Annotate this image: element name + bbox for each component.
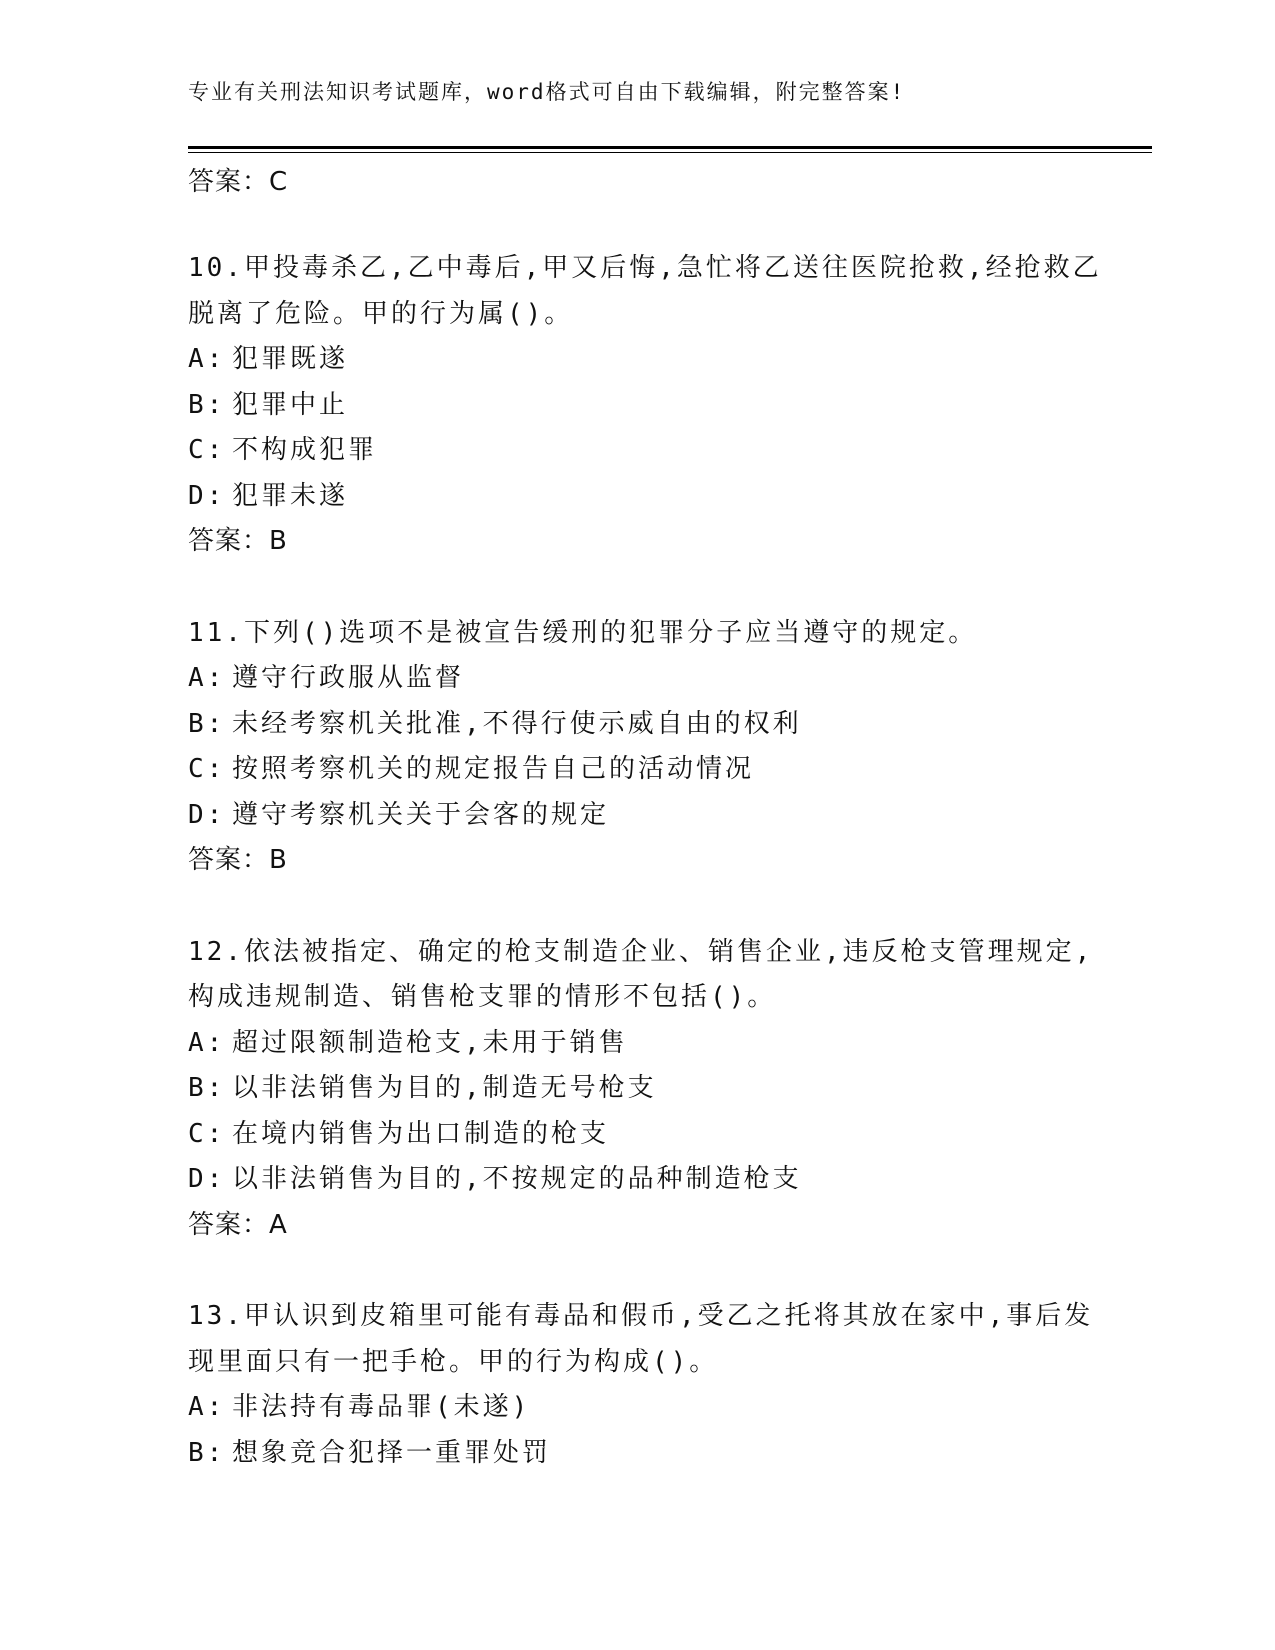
answer-option <box>188 383 1088 429</box>
header-rule-thick <box>188 146 1152 149</box>
option-letter: C: <box>188 1118 226 1149</box>
question-stem-line: 13.甲认识到皮箱里可能有毒品和假币,受乙之托将其放在家中,事后发 <box>188 1301 1094 1331</box>
answer-option <box>188 428 1088 474</box>
answer-line: 答案：C <box>188 167 289 197</box>
question-block <box>188 246 1102 565</box>
option-text: 未经考察机关批准,不得行使示威自由的权利 <box>232 708 802 739</box>
option-letter: D: <box>188 480 226 511</box>
question-stem-line: 10.甲投毒杀乙,乙中毒后,甲又后悔,急忙将乙送往医院抢救,经抢救乙 <box>188 253 1102 283</box>
option-letter: D: <box>188 1164 226 1194</box>
question-stem-line: 构成违规制造、销售枪支罪的情形不包括()。 <box>188 982 777 1012</box>
option-text: 犯罪中止 <box>232 389 349 420</box>
answer-option <box>188 337 1088 383</box>
option-letter: B: <box>188 389 226 420</box>
answer-line: 答案：B <box>188 526 288 556</box>
option-text: 犯罪未遂 <box>232 480 349 511</box>
option-letter: C: <box>188 754 226 784</box>
option-text: 按照考察机关的规定报告自己的活动情况 <box>232 754 755 784</box>
answer-line: 答案：B <box>188 845 288 875</box>
option-text: 非法持有毒品罪(未遂) <box>232 1392 531 1422</box>
header-rule-thin <box>188 152 1152 153</box>
answer-option <box>188 656 1088 702</box>
option-letter: D: <box>188 799 226 830</box>
question-block <box>188 611 1088 884</box>
page-header: 专业有关刑法知识考试题库，word格式可自由下载编辑，附完整答案! <box>188 80 906 104</box>
option-letter: A: <box>188 344 226 374</box>
option-letter: A: <box>188 663 226 693</box>
option-text: 超过限额制造枪支,未用于销售 <box>232 1027 628 1058</box>
option-letter: B: <box>188 1437 226 1468</box>
answer-option <box>188 747 1088 793</box>
question-stem-line: 12.依法被指定、确定的枪支制造企业、销售企业,违反枪支管理规定, <box>188 936 1094 967</box>
question-block <box>188 1294 1094 1476</box>
question-stem-line: 11.下列()选项不是被宣告缓刑的犯罪分子应当遵守的规定。 <box>188 617 978 648</box>
option-letter: A: <box>188 1392 226 1422</box>
option-text: 想象竞合犯择一重罪处罚 <box>232 1437 552 1468</box>
answer-line: 答案：A <box>188 1209 288 1240</box>
answer-option <box>188 1112 1088 1158</box>
question-stem-line: 现里面只有一把手枪。甲的行为构成()。 <box>188 1346 719 1377</box>
option-text: 以非法销售为目的,制造无号枪支 <box>232 1073 657 1103</box>
answer-option <box>188 1385 1088 1431</box>
option-text: 在境内销售为出口制造的枪支 <box>232 1118 610 1149</box>
option-text: 以非法销售为目的,不按规定的品种制造枪支 <box>232 1164 802 1194</box>
option-letter: A: <box>188 1027 226 1058</box>
question-block <box>188 930 1094 1249</box>
answer-option <box>188 1066 1088 1112</box>
answer-option <box>188 1021 1088 1067</box>
answer-option <box>188 1431 1088 1477</box>
question-list <box>188 246 1102 1522</box>
option-letter: C: <box>188 435 226 465</box>
option-text: 犯罪既遂 <box>232 344 349 374</box>
option-text: 遵守考察机关关于会客的规定 <box>232 799 610 830</box>
answer-option <box>188 474 1088 520</box>
option-text: 遵守行政服从监督 <box>232 663 465 693</box>
option-letter: B: <box>188 1073 226 1103</box>
option-text: 不构成犯罪 <box>232 435 378 465</box>
answer-option <box>188 1157 1088 1203</box>
question-stem-line: 脱离了危险。甲的行为属()。 <box>188 298 574 329</box>
option-letter: B: <box>188 708 226 739</box>
answer-option <box>188 793 1088 839</box>
answer-option <box>188 702 1088 748</box>
